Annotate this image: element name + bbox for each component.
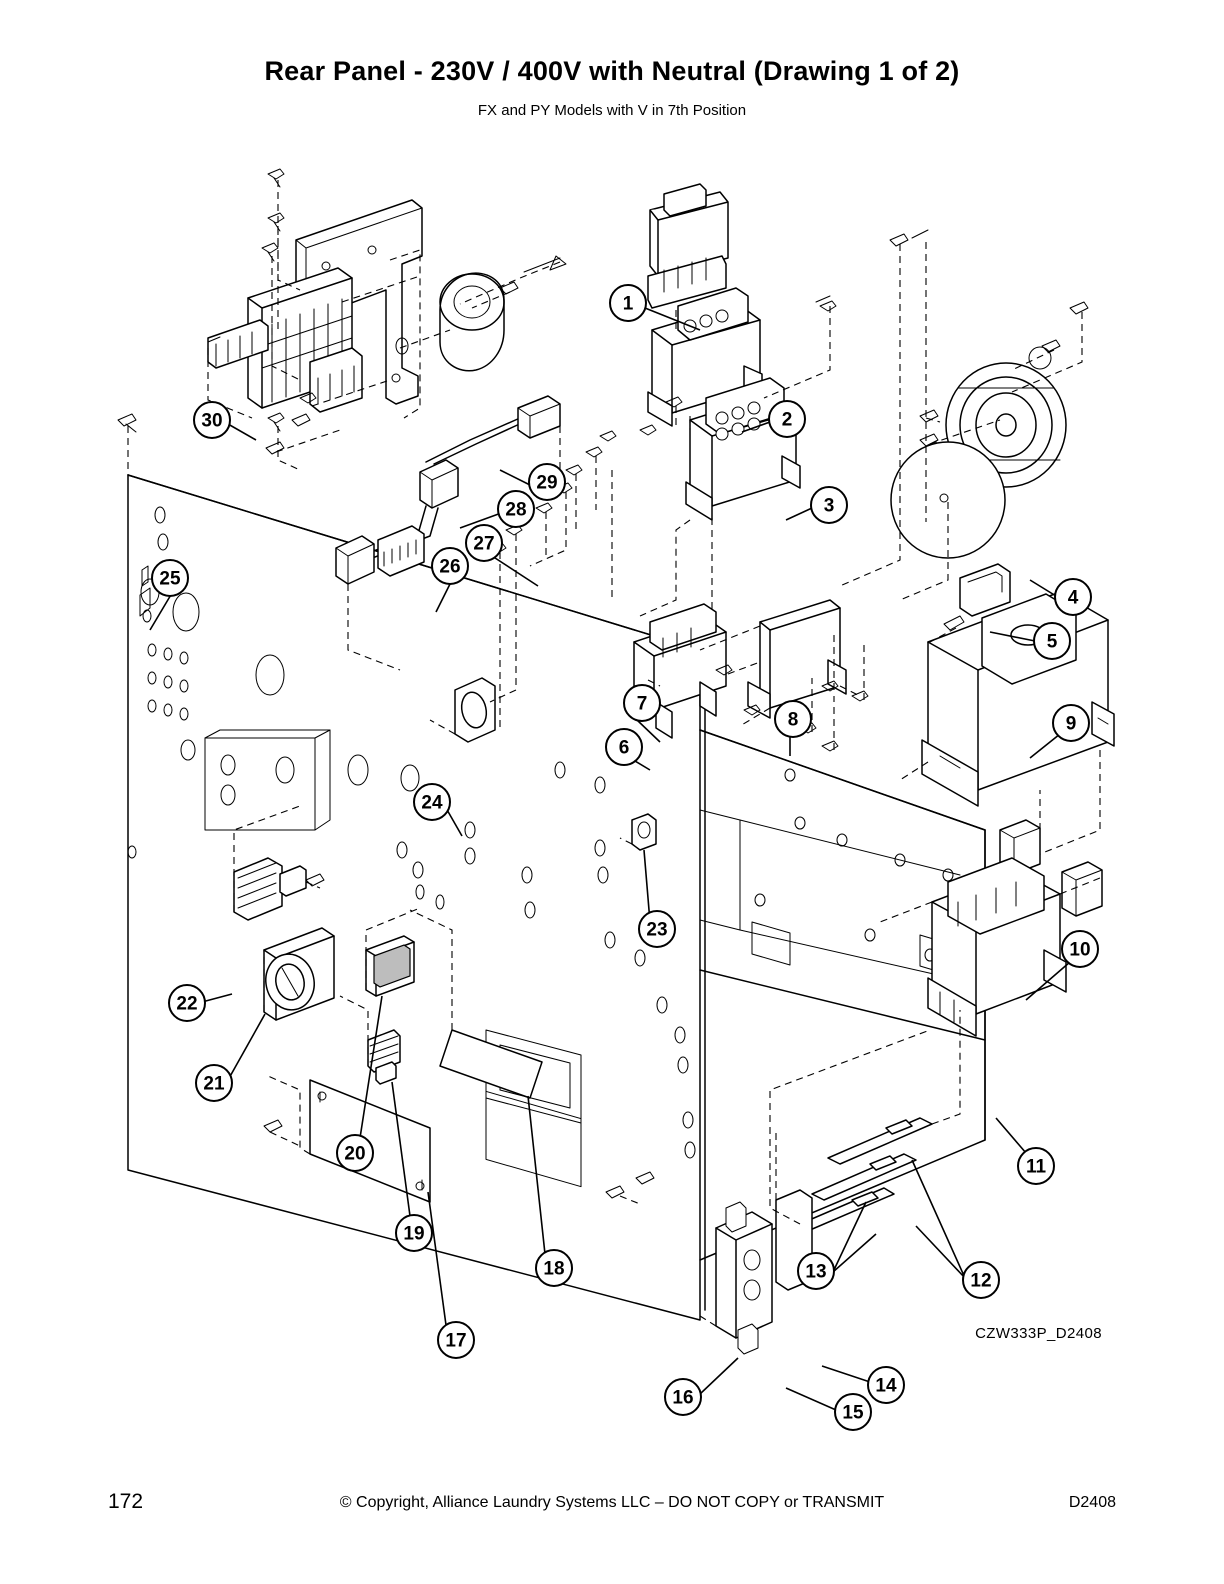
callout-label: 1 [622,293,634,315]
callout-19[interactable] [396,1215,432,1251]
callout-label: 15 [842,1402,864,1424]
callout-20[interactable] [337,1135,373,1171]
callout-label: 8 [787,709,799,731]
callout-label: 2 [781,409,793,431]
callout-6[interactable] [606,729,642,765]
callout-7[interactable] [624,685,660,721]
callout-24[interactable] [414,784,450,820]
callout-label: 27 [473,533,495,555]
callout-21[interactable] [196,1065,232,1101]
callout-label: 13 [805,1261,827,1283]
callout-29[interactable] [529,464,565,500]
callout-label: 19 [403,1223,425,1245]
callout-28[interactable] [498,491,534,527]
callout-label: 29 [536,472,558,494]
callout-label: 11 [1025,1156,1047,1178]
callout-17[interactable] [438,1322,474,1358]
callout-13[interactable] [798,1253,834,1289]
callout-label: 24 [421,792,443,814]
round-filter [440,273,504,371]
callout-label: 26 [439,556,461,578]
callout-26[interactable] [432,548,468,584]
callout-8[interactable] [775,701,811,737]
callout-label: 6 [618,737,630,759]
callout-3[interactable] [811,487,847,523]
callout-10[interactable] [1062,931,1098,967]
contactor-large [928,858,1066,1036]
callout-label: 17 [445,1330,467,1352]
callout-label: 22 [176,993,198,1015]
callout-23[interactable] [639,911,675,947]
callout-25[interactable] [152,560,188,596]
callout-18[interactable] [536,1250,572,1286]
terminal-block-wide [208,268,362,412]
callout-label: 5 [1046,631,1058,653]
callout-label: 4 [1067,587,1079,609]
callout-label: 20 [344,1143,366,1165]
callout-label: 3 [823,495,835,517]
shield-panel [748,600,846,718]
footer-document-code: D2408 [1068,1494,1116,1511]
page-subtitle: FX and PY Models with V in 7th Position [477,102,747,119]
callout-label: 16 [672,1387,694,1409]
callout-2[interactable] [769,401,805,437]
callout-label: 18 [543,1258,565,1280]
callout-16[interactable] [665,1379,701,1415]
page-number: 172 [108,1490,144,1513]
callout-9[interactable] [1053,705,1089,741]
callout-11[interactable] [1018,1148,1054,1184]
grommet-small [632,814,656,850]
grommet-oval [455,678,495,742]
callout-label: 30 [201,410,223,432]
callout-27[interactable] [466,525,502,561]
page-title: Rear Panel - 230V / 400V with Neutral (Drawing 1 of 2) [264,56,960,86]
callout-22[interactable] [169,985,205,1021]
callout-label: 28 [505,499,527,521]
callout-label: 7 [636,693,648,715]
callout-14[interactable] [868,1367,904,1403]
callout-12[interactable] [963,1262,999,1298]
callout-4[interactable] [1055,579,1091,615]
callout-label: 9 [1065,713,1077,735]
drawing-code: CZW333P_D2408 [975,1325,1102,1342]
copyright-notice: © Copyright, Alliance Laundry Systems LLC – DO NOT COPY or TRANSMIT [339,1494,885,1511]
callout-label: 23 [646,919,668,941]
contactor-top [648,184,728,308]
callout-label: 10 [1069,939,1091,961]
callout-1[interactable] [610,285,646,321]
callout-label: 12 [970,1270,992,1292]
callout-30[interactable] [194,402,230,438]
callout-label: 14 [875,1375,897,1397]
callout-5[interactable] [1034,623,1070,659]
callout-15[interactable] [835,1394,871,1430]
callout-label: 21 [203,1073,225,1095]
exploded-view-drawing [0,130,1224,1424]
callout-label: 25 [159,568,181,590]
